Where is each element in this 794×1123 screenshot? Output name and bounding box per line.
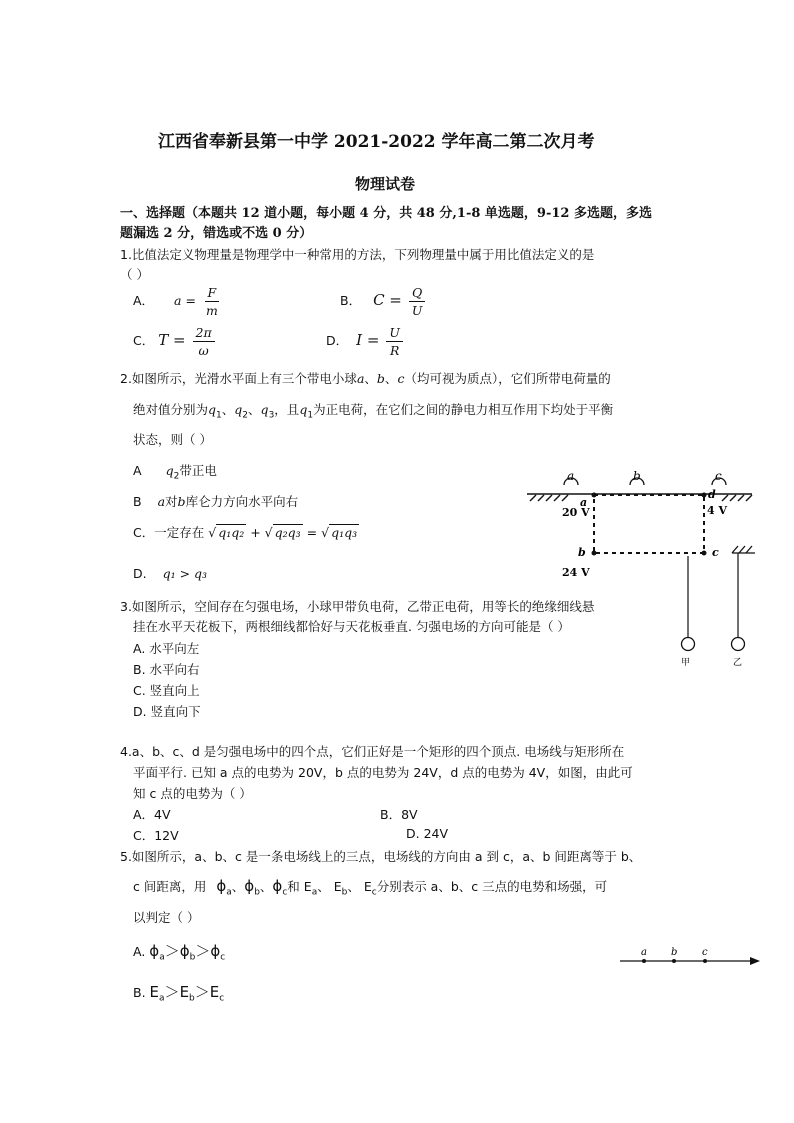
potential-d: 4 V <box>707 504 728 517</box>
potential-b: 24 V <box>562 566 590 579</box>
fraction-c: $\frac{2\pi}{\omega}$ <box>193 324 215 359</box>
q2-option-c: C．一定存在 √ q₁q₂ + √ q₂q₃ = √ q₁q₃ <box>133 525 358 540</box>
q4-stem-line3: 知 c 点的电势为（ ） <box>133 786 252 801</box>
corner-label-c: c <box>712 546 719 559</box>
q1-option-c: C． T = $\frac{2\pi}{\omega}$ <box>133 324 215 359</box>
corner-label-b: b <box>578 546 586 559</box>
potential-a: 20 V <box>562 506 590 519</box>
q5-stem-line2: c 间距离，用 $\phi_a$、$\phi_b$、$\phi_c$和 $E_a$、 $E_b$、 $E_c$分别表示 a、b、c 三点的电势和场强，可 <box>133 877 608 898</box>
q4-option-c: C．12V <box>133 828 179 843</box>
line-label-a: a <box>641 947 647 958</box>
top-label-b: b <box>633 469 641 483</box>
q3-option-a: A. 水平向左 <box>133 641 200 656</box>
q1-option-d: D． I = $\frac{U}{R}$ <box>326 324 403 359</box>
fraction-b: $\frac{Q}{U}$ <box>409 284 426 319</box>
ground-hatch-icon <box>527 494 752 501</box>
q3-option-c: C. 竖直向上 <box>133 683 200 698</box>
q1-stem-line2: （ ） <box>120 267 149 282</box>
line-label-c: c <box>702 947 708 958</box>
q2-option-a: A $q_2$带正电 <box>133 463 217 482</box>
page-title: 江西省奉新县第一中学 2021-2022 学年高二第二次月考 <box>158 132 595 152</box>
q5-option-b: B. $E_a>E_b>E_c$ <box>133 983 225 1004</box>
q1-option-b: B． C = $\frac{Q}{U}$ <box>340 284 425 319</box>
ball-jia-icon <box>682 638 695 651</box>
q3-option-d: D. 竖直向下 <box>133 704 201 719</box>
q5-option-a: A. $\phi_a>\phi_b>\phi_c$ <box>133 942 226 963</box>
figure-field-line <box>615 944 765 972</box>
q2-option-d: D. q₁ > q₃ <box>133 566 208 581</box>
q5-stem-line1: 5.如图所示，a、b、c 是一条电场线上的三点，电场线的方向由 a 到 c，a、b 间距离等于 b、 <box>120 849 642 864</box>
q2-option-b: B a对b库仑力方向水平向右 <box>133 494 299 509</box>
q3-stem-line2: 挂在水平天花板下，两根细线都恰好与天花板垂直. 匀强电场的方向可能是（ ） <box>133 619 570 634</box>
ball-yi-icon <box>732 638 745 651</box>
top-label-a: a <box>567 469 575 483</box>
arrow-right-icon <box>750 957 760 965</box>
q4-option-a: A．4V <box>133 807 171 822</box>
ceiling-hatch-icon <box>732 546 755 553</box>
corner-label-a: a <box>580 496 588 509</box>
section-heading-line1: 一、选择题（本题共 12 道小题，每小题 4 分，共 48 分,1-8 单选题，9-12 多选题，多选 <box>120 206 652 221</box>
page-subtitle: 物理试卷 <box>355 175 416 193</box>
label-jia: 甲 <box>681 658 691 668</box>
top-label-c: c <box>715 469 722 483</box>
section-heading-line2: 题漏选 2 分，错选或不选 0 分） <box>120 226 313 241</box>
fraction-d: $\frac{U}{R}$ <box>386 324 403 359</box>
q1-stem-line1: 1.比值法定义物理量是物理学中一种常用的方法，下列物理量中属于用比值法定义的是 <box>120 247 595 262</box>
q4-stem-line1: 4.a、b、c、d 是匀强电场中的四个点，它们正好是一个矩形的四个顶点. 电场线与矩形所在 <box>120 744 625 759</box>
line-label-b: b <box>671 947 678 958</box>
q2-stem-line2: 绝对值分别为$q_1$、$q_2$、$q_3$，且$q_1$为正电荷，在它们之间的静电力相互作用下均处于平衡 <box>133 402 614 421</box>
q3-option-b: B. 水平向右 <box>133 662 200 677</box>
q3-stem-line1: 3.如图所示，空间存在匀强电场，小球甲带负电荷，乙带正电荷，用等长的绝缘细线悬 <box>120 599 595 614</box>
q5-stem-line3: 以判定（ ） <box>133 910 200 925</box>
q4-stem-line2: 平面平行. 已知 a 点的电势为 20V，b 点的电势为 24V，d 点的电势为 4V，如图，由此可 <box>133 765 633 780</box>
q4-option-b: B．8V <box>380 807 418 822</box>
q2-stem-line1: 2.如图所示，光滑水平面上有三个带电小球a、b、c（均可视为质点），它们所带电荷量的 <box>120 371 611 386</box>
q4-option-d: D. 24V <box>406 826 449 841</box>
q1-option-a: A． a = $\frac{F}{m}$ <box>133 284 221 319</box>
figure-pendulums <box>670 538 770 673</box>
corner-label-d: d <box>708 488 716 501</box>
label-yi: 乙 <box>733 658 743 668</box>
fraction-a: $\frac{F}{m}$ <box>205 285 218 318</box>
q2-stem-line3: 状态，则（ ） <box>133 432 212 447</box>
